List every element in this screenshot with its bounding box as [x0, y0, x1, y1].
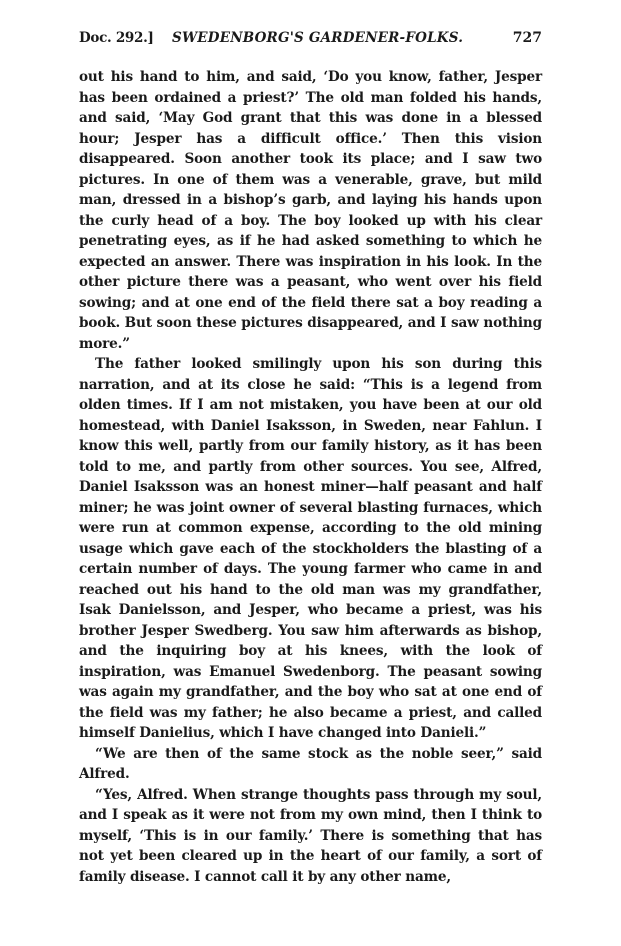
body-text	[79, 67, 542, 887]
page-number: 727	[512, 30, 542, 46]
paragraph: “Yes, Alfred. When strange thoughts pass through my soul, and I speak as it were not from my own mind, then I think to myself, ‘This is in our family.’ There is something that has not yet been cleared up in the heart of our family, a sort of family disease. I cannot call it by any other name,	[79, 786, 542, 885]
page-header	[79, 30, 542, 52]
document-reference: Doc. 292.]	[79, 30, 154, 46]
paragraph: The father looked smilingly upon his son during this narration, and at its close he said: “This is a legend from olden times. If I am not mistaken, you have been at our old homestead, with Daniel Isaksson, in Sweden, near Fahlun. I know this well, partly from our family history, as it has been told to me, and partly from other sources. You see, Alfred, Daniel Isaksson was an honest miner—half peasant and half miner; he was joint owner of several blasting furnaces, which were run at common expense, according to the old mining usage which gave each of the stockholders the blasting of a certain number of days. The young farmer who came in and reached out his hand to the old man was my grandfather, Isak Danielsson, and Jesper, who became a priest, was his brother Jesper Swedberg. You saw him afterwards as bishop, and the inquiring boy at his knees, with the look of inspiration, was Emanuel Swedenborg. The peasant sowing was again my grandfather, and the boy who sat at one end of the field was my father; he also became a priest, and called himself Danielius, which I have changed into Danieli.”	[79, 356, 542, 741]
running-title: SWEDENBORG'S GARDENER-FOLKS.	[172, 30, 464, 46]
paragraph: “We are then of the same stock as the noble seer,” said Alfred.	[79, 745, 542, 782]
paragraph: out his hand to him, and said, ‘Do you know, father, Jesper has been ordained a priest?’ The old man folded his hands, and said, ‘May God grant that this was done in a blessed hour; Jesper has a difficult office.’ Then this vision disappeared. Soon another took its place; and I saw two pictures. In one of them was a venerable, grave, but mild man, dressed in a bishop’s garb, and laying his hands upon the curly head of a boy. The boy looked up with his clear penetrating eyes, as if he had asked something to which he expected an answer. There was inspiration in his look. In the other picture there was a peasant, who went over his field sowing; and at one end of the field there sat a boy reading a book. But soon these pictures disappeared, and I saw nothing more.”	[79, 69, 542, 352]
